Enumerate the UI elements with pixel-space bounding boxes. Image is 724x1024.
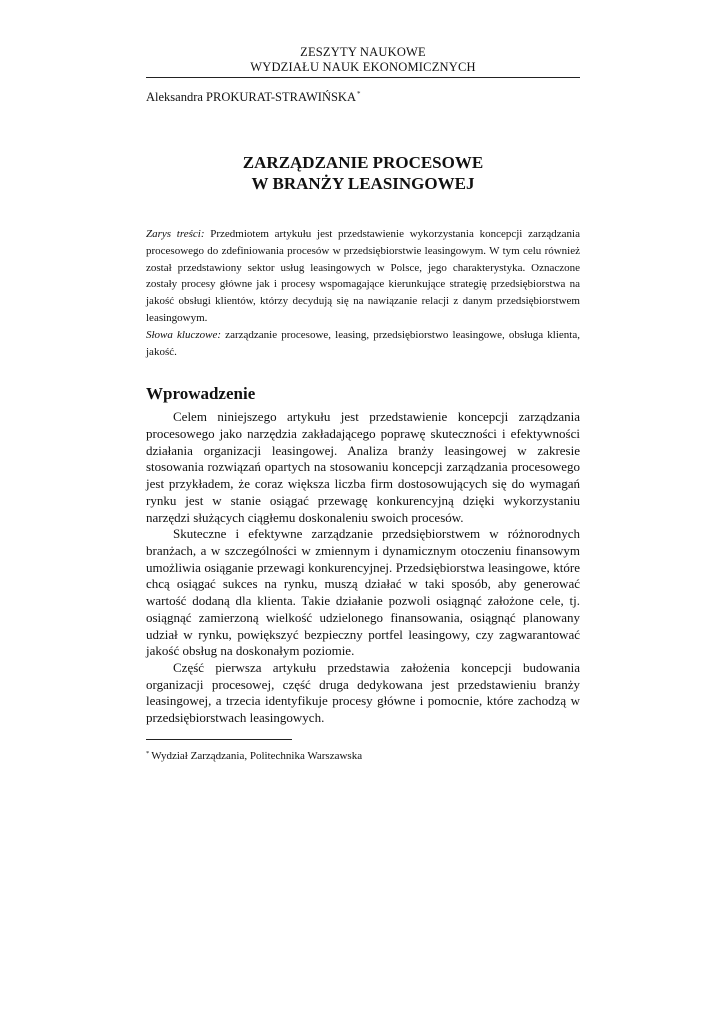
author-footnote-mark: *: [357, 90, 361, 98]
abstract-paragraph: [146, 226, 580, 327]
author-line: [146, 87, 580, 105]
author-name: Aleksandra PROKURAT-STRAWIŃSKA: [146, 90, 356, 104]
keywords-label: Słowa kluczowe:: [146, 328, 222, 341]
journal-name-line-1: ZESZYTY NAUKOWE: [300, 45, 426, 59]
abstract: [146, 226, 580, 360]
abstract-text: Przedmiotem artykułu jest przedstawienie wykorzystania koncepcji zarządzania procesowego do zdefiniowania procesów w przedsiębiorstwie leasingowym. W tym celu również został przedstawiony sektor usług leasingowych w Polsce, jego charakterystyka. Oznaczone zostały procesy główne jak i procesy wspomagające kierunkujące strategię przedsiębiorstwa na jakość obsługi klientów, którzy decydują się na nawiązanie relacji z danym przedsiębiorstwem leasingowym.: [146, 228, 580, 324]
keywords-text: zarządzanie procesowe, leasing, przedsiębiorstwo leasingowe, obsługa klienta, jakość.: [146, 328, 580, 358]
abstract-label: Zarys treści:: [146, 228, 205, 240]
journal-name-line-2: WYDZIAŁU NAUK EKONOMICZNYCH: [250, 60, 476, 74]
footnote-text: Wydział Zarządzania, Politechnika Warszawska: [151, 749, 363, 762]
article-title-line-1: ZARZĄDZANIE PROCESOWE: [242, 153, 484, 172]
article-title-line-2: W BRANŻY LEASINGOWEJ: [251, 174, 475, 193]
section-body: [146, 409, 580, 726]
header-rule: [146, 77, 580, 78]
footnote: [146, 747, 580, 763]
body-paragraph: Część pierwsza artykułu przedstawia założenia koncepcji budowania organizacji procesowej, część druga dedykowana jest przedstawieniu branży leasingowej, a trzecia identyfikuje procesy główne i pomocnie, które zachodzą w przedsiębiorstwach leasingowych.: [146, 659, 580, 726]
article-title: [146, 152, 580, 194]
footnote-rule: [146, 739, 292, 740]
section-heading: Wprowadzenie: [146, 384, 256, 404]
body-paragraph: Celem niniejszego artykułu jest przedstawienie koncepcji zarządzania procesowego jako narzędzia zakładającego poprawę skuteczności i efektywności działania organizacji leasingowej. Analiza branży leasingowej w zakresie stosowania rozwiązań opartych na stosowaniu koncepcji zarządzania procesowego jest przykładem, że coraz większa liczba firm dostosowujących się do wymagań rynku jest w stanie osiągać przewagę konkurencyjną dzięki wykorzystaniu narzędzi służących ciągłemu doskonaleniu swoich procesów.: [146, 409, 580, 525]
body-paragraph: Skuteczne i efektywne zarządzanie przedsiębiorstwem w różnorodnych branżach, a w szczególności w zmiennym i dynamicznym otoczeniu finansowym umożliwia osiąganie przewagi konkurencyjnej. Przedsiębiorstwa leasingowe, które chcą osiągać sukces na rynku, muszą działać w taki sposób, aby generować wartość dodaną dla klienta. Takie działanie pozwoli osiągnąć założone cele, tj. osiągnąć zamierzoną wielkość udzielonego finansowania, osiągnąć planowany udział w rynku, powiększyć bezpieczny portfel leasingowy, czy zagwarantować jakość obsług na doskonałym poziomie.: [146, 526, 580, 659]
keywords-paragraph: [146, 327, 580, 361]
paper-page: [146, 0, 580, 763]
footnote-mark: *: [146, 749, 150, 757]
